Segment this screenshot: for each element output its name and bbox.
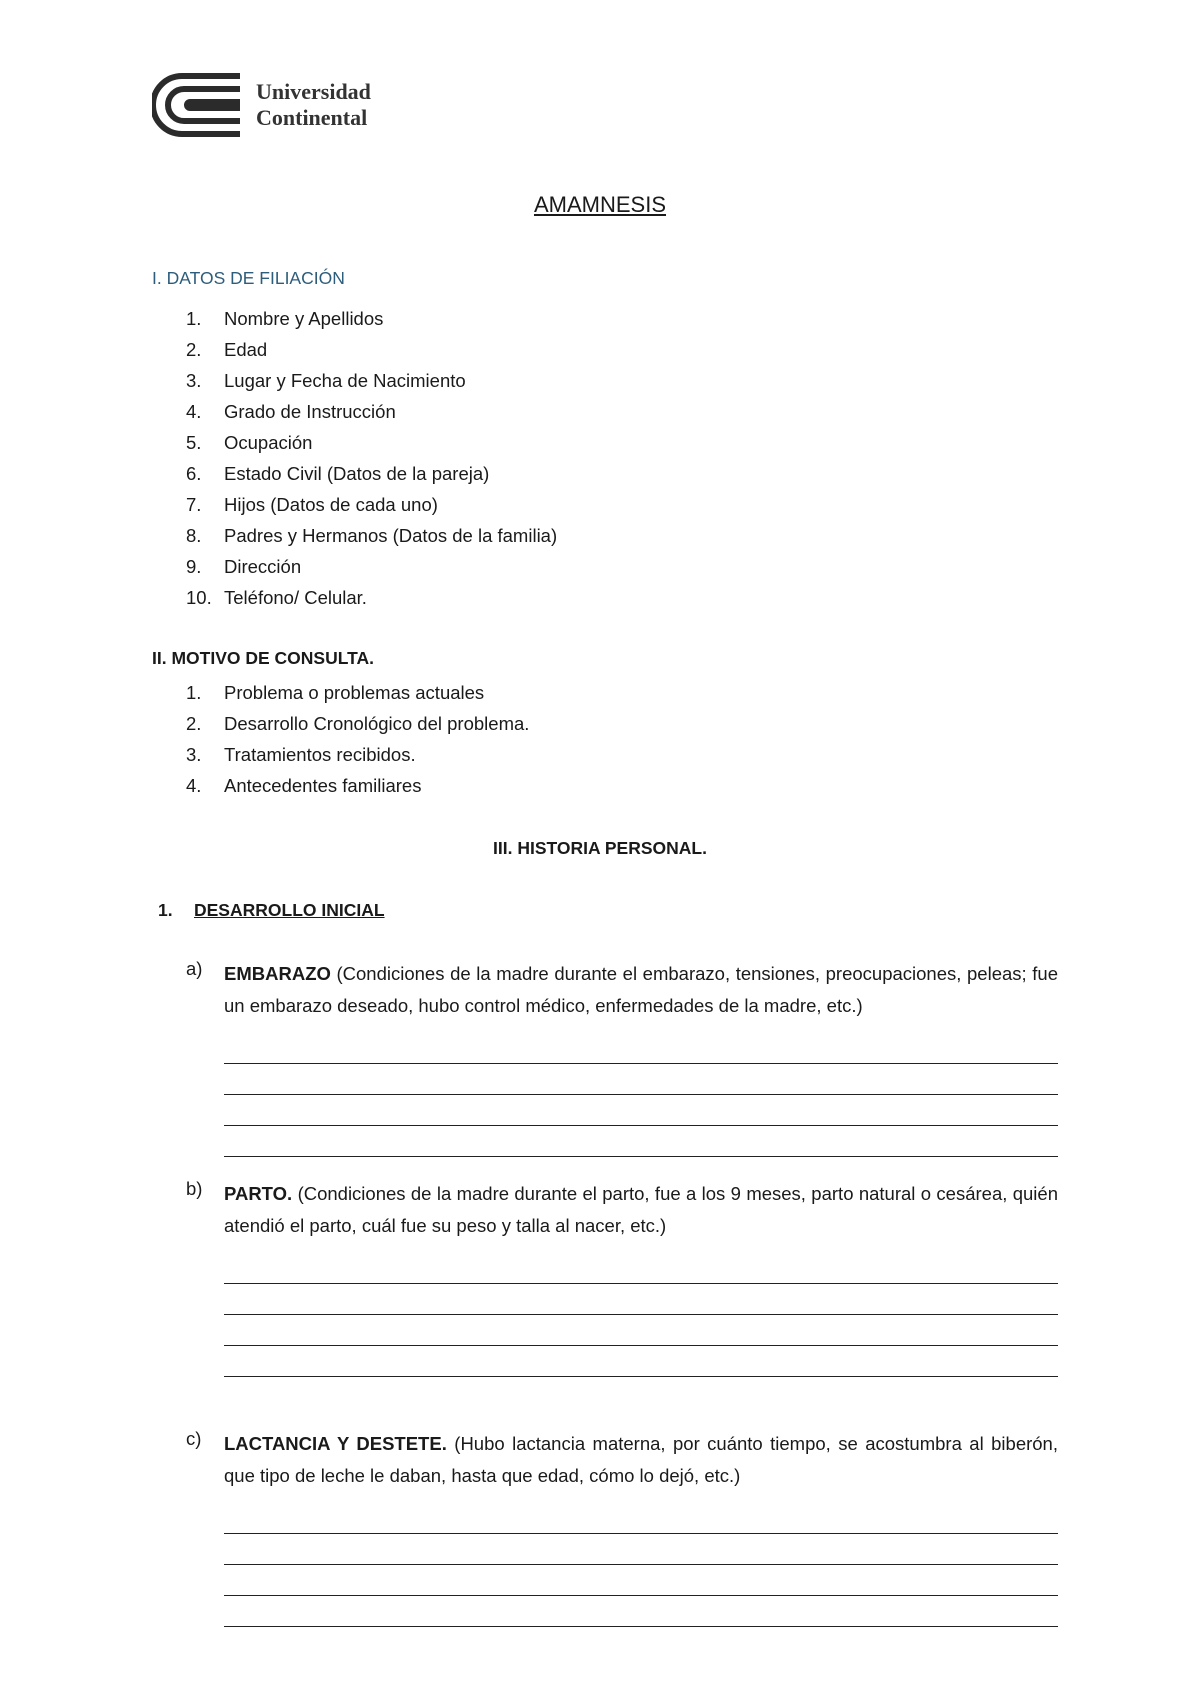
section-2-list bbox=[186, 677, 529, 801]
section-3-heading: III. HISTORIA PERSONAL. bbox=[493, 838, 707, 858]
answer-lines[interactable] bbox=[224, 1503, 1058, 1627]
list-item: 4. Grado de Instrucción bbox=[186, 401, 396, 422]
item-letter: a) bbox=[186, 958, 203, 979]
document-title: AMAMNESIS bbox=[533, 192, 667, 217]
university-logo bbox=[152, 72, 392, 138]
answer-line[interactable] bbox=[224, 1284, 1058, 1315]
list-item: 7. Hijos (Datos de cada uno) bbox=[186, 494, 438, 515]
list-item: 1. Problema o problemas actuales bbox=[186, 682, 485, 703]
answer-line[interactable] bbox=[224, 1064, 1058, 1095]
list-item: 2. Edad bbox=[186, 339, 268, 360]
answer-line[interactable] bbox=[224, 1315, 1058, 1346]
section-2-heading: II. MOTIVO DE CONSULTA. bbox=[152, 648, 374, 668]
question-parto bbox=[186, 1178, 1058, 1377]
list-item: 1. Nombre y Apellidos bbox=[186, 308, 384, 329]
list-item: 2. Desarrollo Cronológico del problema. bbox=[186, 713, 530, 734]
item-letter: b) bbox=[186, 1178, 203, 1199]
subsection-label: DESARROLLO INICIAL bbox=[194, 900, 385, 920]
list-item: 6. Estado Civil (Datos de la pareja) bbox=[186, 463, 490, 484]
logo-line-2: Continental bbox=[256, 105, 368, 130]
logo-line-1: Universidad bbox=[256, 79, 371, 104]
list-item: 10. Teléfono/ Celular. bbox=[186, 587, 367, 608]
answer-line[interactable] bbox=[224, 1095, 1058, 1126]
list-item: 9. Dirección bbox=[186, 556, 302, 577]
answer-line[interactable] bbox=[224, 1126, 1058, 1157]
list-item: 3. Tratamientos recibidos. bbox=[186, 744, 416, 765]
answer-line[interactable] bbox=[224, 1565, 1058, 1596]
subsection-heading: 1. DESARROLLO INICIAL bbox=[158, 900, 385, 920]
answer-line[interactable] bbox=[224, 1503, 1058, 1534]
question-lactancia bbox=[186, 1428, 1058, 1627]
list-item: 4. Antecedentes familiares bbox=[186, 775, 422, 796]
item-label: EMBARAZO bbox=[224, 963, 331, 984]
university-logo-icon bbox=[152, 72, 242, 138]
item-label: PARTO. bbox=[224, 1183, 293, 1204]
answer-lines[interactable] bbox=[224, 1033, 1058, 1157]
section-1-heading: I. DATOS DE FILIACIÓN bbox=[152, 268, 345, 288]
item-text: (Condiciones de la madre durante el embarazo, tensiones, preocupaciones, peleas; fue un embarazo deseado, hubo control médico, enfermedades de la madre, etc.) bbox=[224, 963, 1058, 1016]
answer-line[interactable] bbox=[224, 1033, 1058, 1064]
list-item: 5. Ocupación bbox=[186, 432, 313, 453]
list-item: 3. Lugar y Fecha de Nacimiento bbox=[186, 370, 466, 391]
section-1-list bbox=[186, 303, 557, 613]
answer-line[interactable] bbox=[224, 1596, 1058, 1627]
answer-line[interactable] bbox=[224, 1346, 1058, 1377]
answer-lines[interactable] bbox=[224, 1253, 1058, 1377]
item-text: (Hubo lactancia materna, por cuánto tiempo, se acostumbra al biberón, que tipo de leche le daban, hasta que edad, cómo lo dejó, etc.) bbox=[224, 1433, 1058, 1486]
answer-line[interactable] bbox=[224, 1253, 1058, 1284]
item-letter: c) bbox=[186, 1428, 202, 1449]
question-embarazo bbox=[186, 958, 1058, 1157]
item-text: (Condiciones de la madre durante el parto, fue a los 9 meses, parto natural o cesárea, quién atendió el parto, cuál fue su peso y talla al nacer, etc.) bbox=[224, 1183, 1058, 1236]
answer-line[interactable] bbox=[224, 1534, 1058, 1565]
item-label: LACTANCIA Y DESTETE. bbox=[224, 1433, 447, 1454]
list-item: 8. Padres y Hermanos (Datos de la familia) bbox=[186, 525, 558, 546]
